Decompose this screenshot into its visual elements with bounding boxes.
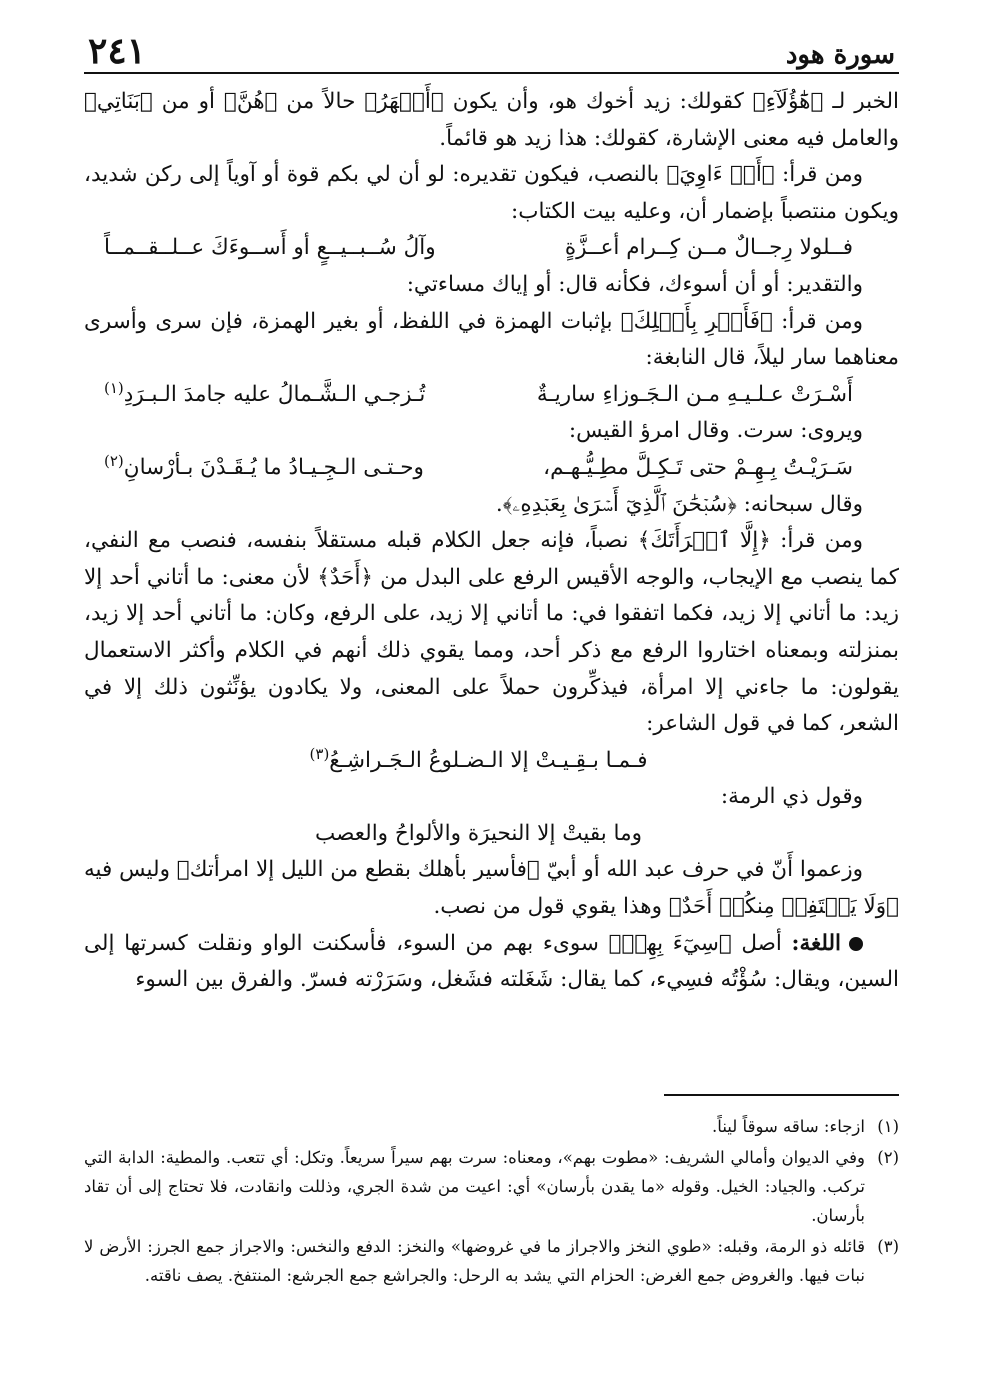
footnotes [84, 1112, 899, 1292]
verse-2-left-hemistich: تُـزجـي الـشَّـمالُ عليه جامدَ الـبـرَدِ$^{(١)}$ [104, 378, 426, 407]
page-number: ٢٤١ [88, 30, 147, 72]
footnote-3-text: قائله ذو الرمة، وقبله: «طوي النخز والاجراز ما في غروضها» والنخز: الدفع والنخس: والاجراز جمع الجرز: الأرض لا نبات فيها. والغروض جمع الغرض: الحزام التي يشد به الرحل: والجراشع جمع الجرشع: المنتفخ. يصف ناقته. [84, 1237, 865, 1285]
verse-1-right-hemistich: فــلولا رِجــالٌ مــن كِــرام أعــزَّةٍ [564, 235, 853, 261]
footnote-marker-2[interactable]: (٢) [104, 451, 124, 470]
footnote-1-number: (١) [877, 1117, 899, 1136]
paragraph-1: الخبر لـ ﴿هَٰٓؤُلَآءِ﴾ كقولك: زيد أخوك هو، وأن يكون ﴿أَطۡهَرُ﴾ حالاً من ﴿هُنَّ﴾ أو من ﴿بَنَاتِي﴾ والعامل فيه معنى الإشارة، كقولك: هذا زيد هو قائماً. [84, 89, 899, 151]
verse-4-text: فـمـا بـقِـيـتْ إلا الـضـلوعُ الـجَـراشِـعُ [329, 747, 648, 773]
lugha-label: اللغة: [791, 930, 841, 956]
footnote-divider [664, 1094, 899, 1096]
page-header [84, 28, 899, 74]
paragraph-9: وزعموا أَنّ في حرف عبد الله أو أبيّ ﴿فأسير بأهلك بقطع من الليل إلا امرأتك﴾ وليس فيه ﴿وَلَا يَلۡتَفِتۡ مِنكُمۡ أَحَدٌ﴾ وهذا يقوي قول من نصب. [84, 857, 899, 920]
main-text [84, 84, 899, 999]
footnote-marker-3[interactable]: (٣) [309, 744, 330, 763]
verse-5-text: وما بقيتْ إلا النحيرَة والألواحُ والعصب [315, 820, 642, 846]
footnote-marker-1[interactable]: (١) [104, 378, 124, 397]
poem-verse-3 [84, 450, 899, 487]
verse-1-left-hemistich: وآلُ سُــبــيــعٍ أو أَســوءَكَ عــلــقــمــاً [104, 235, 436, 261]
footnote-3 [84, 1232, 899, 1290]
footnote-1 [84, 1112, 899, 1141]
lugha-text: أصل ﴿سِيٓءَ بِهِمۡ﴾ سوىء بهم من السوء، فأسكنت الواو ونقلت كسرتها إلى السين، ويقال: سُؤْتُه فسِيء، كما يقال: شَغَلته فشَغل، وسَرَرْته فسرّ. والفرق بين السوء [84, 930, 899, 993]
poem-verse-4 [84, 743, 899, 780]
footnote-2-text: وفي الديوان وأمالي الشريف: «مطوت بهم»، ومعناه: سرت بهم سيراً سريعاً. وتكل: أي تتعب. والمطية: الدابة التي تركب. والجياد: الخيل. وقوله «ما يقدن بأرسان» أي: اعيت من شدة الجري، وذللت وانقادت، فلا تحتاج إلى أن تقاد بأرسان. [84, 1148, 865, 1225]
footnote-3-number: (٣) [877, 1237, 899, 1256]
paragraph-4: ومن قرأ: ﴿فَأَسۡرِ بِأَهۡلِكَ﴾ بإثبات الهمزة في اللفظ، أو بغير الهمزة، فإن سرى وأسرى معناهما سار ليلاً، قال النابغة: [84, 308, 899, 371]
paragraph-8: وقول ذي الرمة: [720, 784, 863, 810]
lugha-paragraph [84, 926, 899, 999]
paragraph-2: ومن قرأ: ﴿أَوۡ ءَاوِيَ﴾ بالنصب، فيكون تقديره: لو أن لي بكم قوة أو آوياً إلى ركن شديد، ويكون منتصباً بإضمار أن، وعليه بيت الكتاب: [84, 162, 899, 224]
footnote-2-number: (٢) [877, 1148, 899, 1167]
footnote-1-text: ازجاء: ساقه سوقاً ليناً. [712, 1117, 865, 1136]
poem-verse-5 [84, 816, 899, 853]
poem-verse-1 [84, 230, 899, 267]
surah-title: سورة هود [785, 40, 895, 70]
paragraph-5: ويروى: سرت. وقال امرؤ القيس: [568, 418, 863, 444]
paragraph-6: وقال سبحانه: ﴿سُبۡحَٰنَ ٱلَّذِيٓ أَسۡرَىٰ بِعَبۡدِهِۦ﴾. [495, 491, 863, 517]
verse-3-right-hemistich: سَـرَيْـتُ بِـهِـمْ حتى تَـكِـلَّ مطِـيُّـهـم، [543, 454, 853, 480]
paragraph-3: والتقدير: أو أن أسوءك، فكأنه قال: أو إياك مساءتي: [406, 271, 863, 297]
verse-2-right-hemistich: أَسْـرَتْ عـلـيـهِ مـن الـجَـوزاءِ ساريـةٌ [536, 381, 853, 407]
bullet-dot-icon [849, 937, 863, 951]
verse-3-left-hemistich: وحـتـى الـجِـيـادُ ما يُـقَـدْنَ بـأرْسانِ$^{(٢)}$ [104, 451, 424, 480]
paragraph-7: ومن قرأ: ﴿إِلَّا ٱمۡرَأَتَكَ﴾ نصباً، فإنه جعل الكلام قبله مستقلاً بنفسه، فنصب مع النفي، كما ينصب مع الإيجاب، والوجه الأقيس الرفع على البدل من ﴿أَحَدٌ﴾ لأن معنى: ما أتاني أحد إلا زيد: ما أتاني إلا زيد، فكما اتفقوا في: ما أتاني إلا زيد، على الرفع، وكان: ما أتاني أحد إلا زيد، بمنزلته وبمعناه اختاروا الرفع مع ذكر أحد، ومما يقوي ذلك أنهم في الكلام وأكثر الاستعمال يقولون: ما جاءني إلا امرأة، فيذكِّرون حملاً على المعنى، ولا يكادون يؤنِّثون ذلك إلا في الشعر، كما في قول الشاعر: [84, 528, 899, 737]
footnote-2 [84, 1143, 899, 1230]
poem-verse-2 [84, 377, 899, 414]
